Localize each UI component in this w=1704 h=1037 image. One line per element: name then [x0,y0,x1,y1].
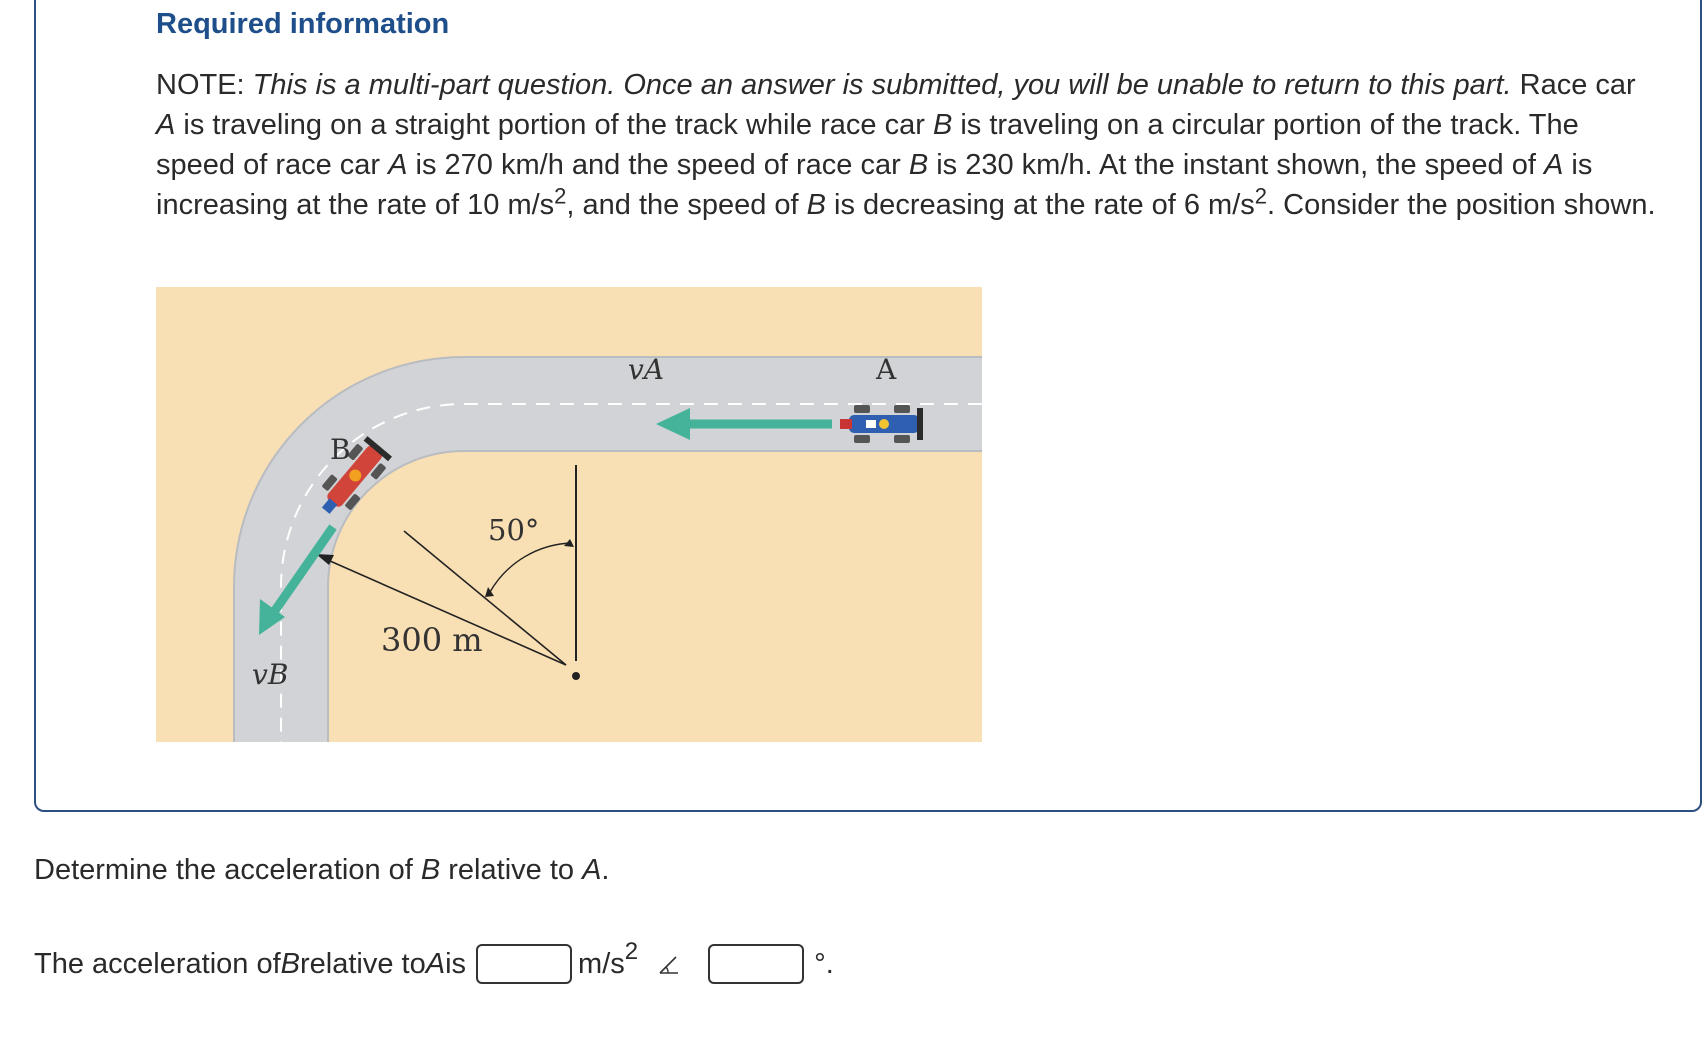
var-a: A [425,947,446,980]
text-part: is traveling on a circular portion of the track. The speed of race car [156,109,1579,181]
label-va: vA [628,353,665,386]
answer-text: is [445,947,467,980]
label-vb: vB [252,658,289,691]
text-part: is traveling on a straight portion of the track while race car [175,109,933,141]
text-part: is 230 km/h. At the instant shown, the speed of [928,149,1544,181]
text-part: . [601,854,610,886]
label-radius: 300 m [381,621,483,659]
text-part: Race car [1511,69,1636,101]
var-a: A [156,109,176,141]
text-part: , and the speed of [566,189,807,221]
note-label: NOTE: [156,69,253,101]
problem-statement [156,65,1656,225]
center-point [572,672,580,680]
note-text: This is a multi-part question. Once an answer is submitted, you will be unable to return to this part. [252,69,1512,101]
text-part: is increasing at the rate of 10 m/s [156,149,1593,221]
label-angle: 50° [488,513,540,547]
var-b: B [806,189,826,221]
magnitude-input[interactable] [476,944,572,984]
var-b: B [932,109,953,141]
unit-text: m/s [578,947,625,980]
text-part: is decreasing at the rate of 6 m/s [826,189,1255,221]
answer-text: The acceleration of [34,947,281,980]
required-info-panel [34,0,1702,812]
unit-exponent: 2 [624,937,639,965]
text-part: relative to [440,854,583,886]
var-b: B [908,149,929,181]
race-track-svg [156,287,982,742]
text-part: . Consider the position shown. [1267,189,1656,221]
answer-text: relative to [300,947,426,980]
angle-input[interactable] [708,944,804,984]
text-part: is 270 km/h and the speed of race car [407,149,909,181]
var-a: A [388,149,408,181]
angle-icon [656,951,682,977]
degree-symbol: °. [814,947,834,980]
var-b: B [420,854,441,886]
exponent: 2 [554,183,567,209]
question-prompt [34,854,609,887]
label-car-a: A [876,353,897,386]
label-car-b: B [330,433,351,466]
exponent: 2 [1254,183,1268,209]
text-part: Determine the acceleration of [34,854,421,886]
race-track-figure [156,287,982,742]
var-a: A [582,854,602,886]
magnitude-unit [578,937,639,981]
var-a: A [1543,149,1564,181]
var-b: B [280,947,300,980]
required-info-title: Required information [156,8,450,40]
answer-row [34,937,834,988]
